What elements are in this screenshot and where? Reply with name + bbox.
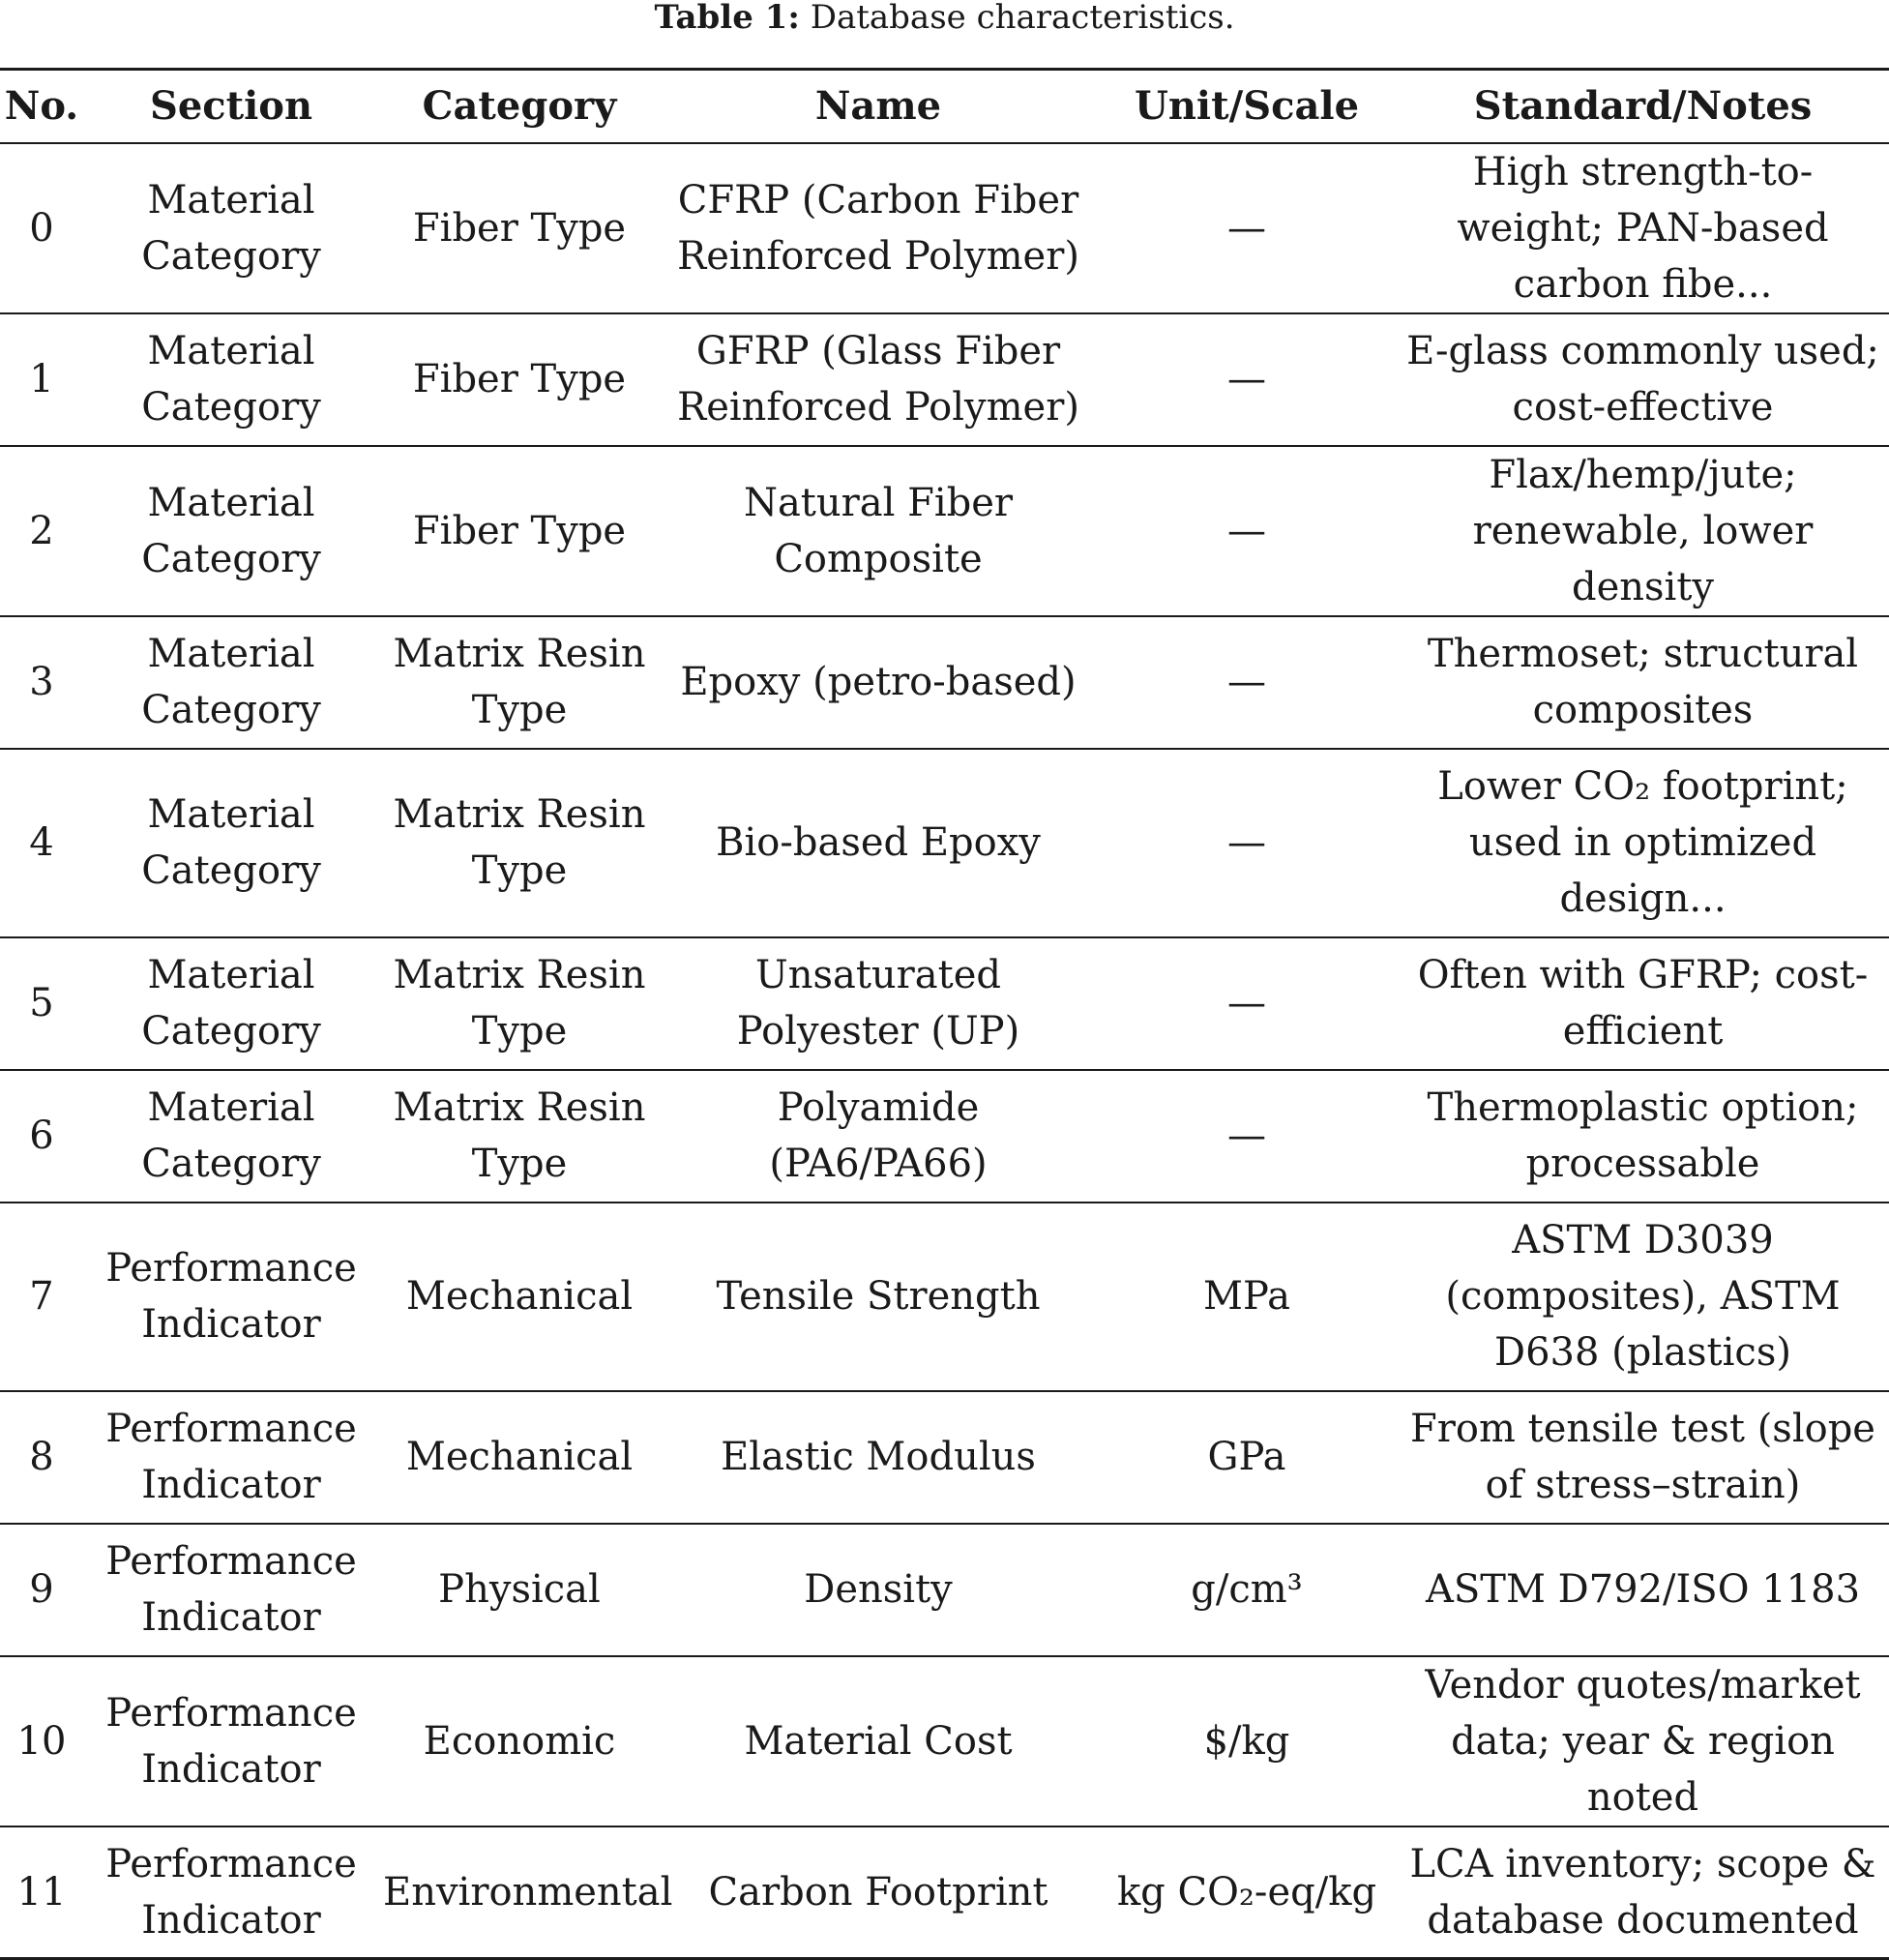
cell-notes: From tensile test (slope of stress–strain)	[1410, 1407, 1875, 1507]
cell-no: 8	[29, 1435, 54, 1479]
table-row	[0, 1656, 1889, 1826]
cell-name: Polyamide (PA6/PA66)	[769, 1085, 988, 1186]
table-caption-label: Table 1:	[654, 0, 800, 37]
cell-category: Mechanical	[405, 1274, 634, 1319]
cell-notes: Lower CO₂ footprint; used in optimized design...	[1437, 764, 1848, 921]
table-row	[0, 1203, 1889, 1391]
cell-section: Performance Indicator	[105, 1539, 357, 1640]
cell-notes: Vendor quotes/market data; year & region noted	[1425, 1662, 1861, 1820]
cell-category: Matrix Resin Type	[393, 953, 646, 1054]
table-row	[0, 143, 1889, 313]
cell-no: 10	[16, 1718, 67, 1764]
cell-category: Physical	[438, 1567, 601, 1612]
cell-section: Performance Indicator	[105, 1841, 357, 1943]
cell-no: 9	[29, 1567, 54, 1612]
table-row	[0, 1391, 1889, 1524]
database-characteristics-table	[0, 68, 1889, 1960]
cell-unit: $/kg	[1203, 1718, 1290, 1764]
cell-category: Matrix Resin Type	[393, 1085, 646, 1186]
cell-notes: E-glass commonly used; cost-effective	[1406, 329, 1879, 430]
header-unit: Unit/Scale	[1134, 82, 1360, 129]
table-caption-text: Database characteristics.	[799, 0, 1235, 37]
cell-no: 0	[29, 205, 54, 251]
cell-no: 1	[29, 357, 54, 401]
cell-unit: —	[1227, 981, 1266, 1025]
cell-section: Performance Indicator	[105, 1690, 357, 1792]
table-row	[0, 1070, 1889, 1203]
cell-notes: High strength-to-weight; PAN-based carbon fibe...	[1457, 149, 1829, 307]
cell-no: 6	[29, 1114, 54, 1158]
cell-category: Fiber Type	[412, 508, 627, 553]
header-section: Section	[149, 82, 313, 129]
table-row	[0, 446, 1889, 616]
cell-no: 4	[29, 820, 54, 865]
cell-name: GFRP (Glass Fiber Reinforced Polymer)	[677, 329, 1079, 430]
cell-category: Fiber Type	[412, 357, 627, 401]
cell-name: Tensile Strength	[716, 1274, 1041, 1319]
header-category: Category	[422, 82, 617, 129]
cell-name: Density	[804, 1567, 953, 1612]
table-header-row	[0, 70, 1889, 143]
cell-unit: kg CO₂-eq/kg	[1116, 1869, 1377, 1915]
cell-no: 5	[29, 981, 54, 1025]
cell-unit: —	[1227, 820, 1266, 865]
cell-section: Performance Indicator	[105, 1246, 357, 1347]
cell-notes: Often with GFRP; cost-efficient	[1417, 953, 1869, 1054]
cell-notes: Flax/hemp/jute; renewable, lower density	[1472, 452, 1814, 609]
table-row	[0, 1826, 1889, 1959]
cell-notes: LCA inventory; scope & database documented	[1409, 1841, 1876, 1943]
cell-unit: g/cm³	[1191, 1567, 1303, 1612]
cell-name: Carbon Footprint	[708, 1869, 1048, 1915]
cell-section: Material Category	[141, 792, 321, 893]
table-row	[0, 937, 1889, 1070]
cell-section: Material Category	[141, 177, 321, 279]
cell-unit: MPa	[1203, 1274, 1290, 1319]
cell-category: Economic	[423, 1718, 616, 1764]
table-row	[0, 313, 1889, 446]
cell-no: 11	[16, 1869, 67, 1915]
cell-section: Material Category	[141, 480, 321, 581]
cell-category: Mechanical	[405, 1435, 634, 1479]
cell-unit: —	[1227, 205, 1266, 251]
cell-unit: GPa	[1207, 1435, 1286, 1479]
cell-name: Bio-based Epoxy	[716, 820, 1041, 865]
cell-name: Unsaturated Polyester (UP)	[736, 953, 1020, 1054]
table-caption	[0, 0, 1889, 35]
cell-name: Material Cost	[744, 1718, 1013, 1764]
header-no: No.	[4, 82, 79, 129]
table-row	[0, 616, 1889, 749]
cell-notes: ASTM D3039 (composites), ASTM D638 (plastics)	[1445, 1218, 1841, 1375]
cell-name: CFRP (Carbon Fiber Reinforced Polymer)	[677, 177, 1079, 279]
cell-name: Epoxy (petro-based)	[680, 660, 1077, 704]
cell-notes: Thermoset; structural composites	[1427, 632, 1859, 732]
cell-unit: —	[1227, 660, 1266, 704]
cell-section: Material Category	[141, 1085, 321, 1186]
cell-notes: Thermoplastic option; processable	[1427, 1085, 1859, 1186]
header-notes: Standard/Notes	[1473, 82, 1813, 129]
cell-name: Elastic Modulus	[721, 1435, 1036, 1479]
cell-category: Environmental	[383, 1869, 673, 1915]
header-name: Name	[814, 82, 942, 129]
cell-unit: —	[1227, 1114, 1266, 1158]
cell-category: Matrix Resin Type	[393, 632, 646, 732]
cell-section: Material Category	[141, 632, 321, 732]
cell-unit: —	[1227, 508, 1266, 553]
cell-section: Material Category	[141, 953, 321, 1054]
cell-section: Material Category	[141, 329, 321, 430]
table-row	[0, 749, 1889, 937]
cell-no: 7	[29, 1274, 54, 1319]
cell-section: Performance Indicator	[105, 1407, 357, 1507]
cell-unit: —	[1227, 357, 1266, 401]
cell-category: Matrix Resin Type	[393, 792, 646, 893]
cell-category: Fiber Type	[412, 205, 627, 251]
cell-notes: ASTM D792/ISO 1183	[1425, 1567, 1861, 1612]
cell-no: 2	[29, 508, 54, 553]
cell-name: Natural Fiber Composite	[743, 480, 1014, 581]
table-row	[0, 1524, 1889, 1656]
cell-no: 3	[29, 660, 54, 704]
